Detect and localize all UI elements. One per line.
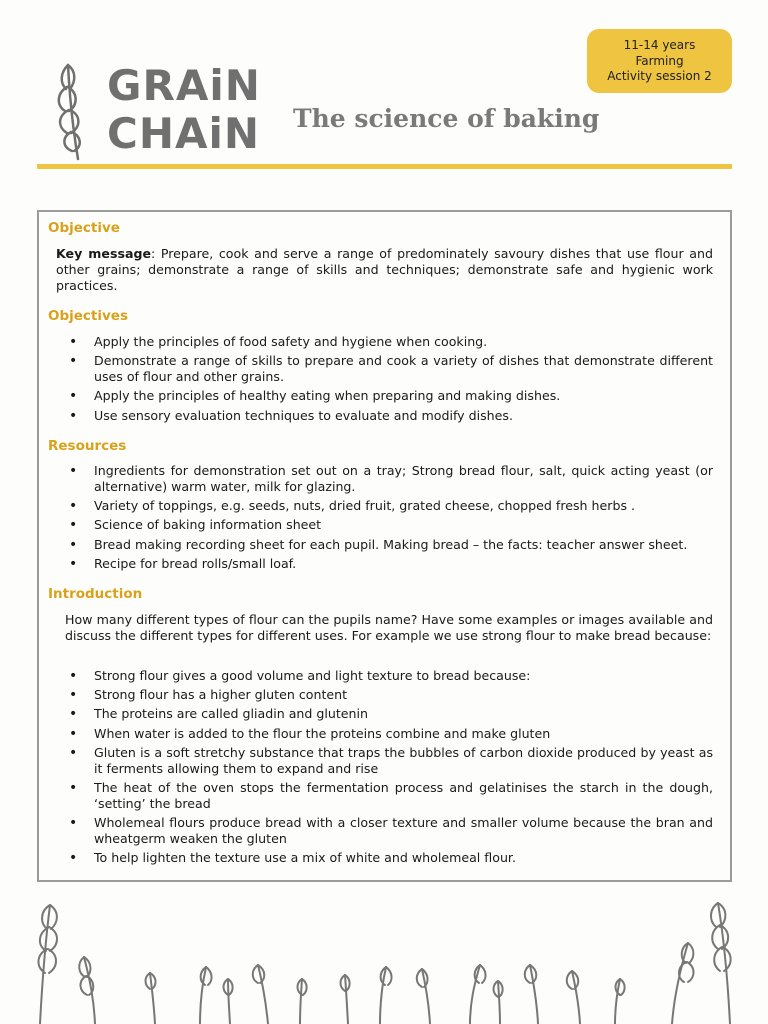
- list-item: • Use sensory evaluation techniques to evaluate and modify dishes.: [69, 408, 713, 424]
- key-message: [56, 246, 713, 294]
- list-item: • Demonstrate a range of skills to prepare and cook a variety of dishes that demonstrate different uses of flour and other grains.: [69, 353, 713, 385]
- list-item: • Science of baking information sheet: [69, 517, 713, 533]
- header-divider: [37, 164, 732, 169]
- list-item: • Bread making recording sheet for each pupil. Making bread – the facts: teacher answer sheet.: [69, 537, 713, 553]
- session-badge: [587, 29, 732, 93]
- list-item: • Strong flour has a higher gluten content: [69, 687, 713, 703]
- list-item: • Gluten is a soft stretchy substance that traps the bubbles of carbon dioxide produced by yeast as it ferments allowing them to expand and rise: [69, 745, 713, 777]
- wheat-border-illustration: [0, 885, 768, 1024]
- resources-heading: Resources: [48, 438, 127, 454]
- list-item: • Ingredients for demonstration set out on a tray; Strong bread flour, salt, quick acting yeast (or alternative) warm water, milk for glazing.: [69, 463, 713, 495]
- brand-wordmark: [107, 62, 261, 158]
- badge-subject: Farming: [635, 53, 684, 68]
- introduction-heading: Introduction: [48, 586, 143, 602]
- brand-line-2: CHAiN: [107, 109, 261, 158]
- objectives-heading: Objectives: [48, 308, 128, 324]
- list-item: • Strong flour gives a good volume and light texture to bread because:: [69, 668, 713, 684]
- resources-list: [69, 463, 713, 575]
- badge-age: 11-14 years: [623, 38, 696, 52]
- introduction-text: How many different types of flour can the pupils name? Have some examples or images available and discuss the different types for different uses. For example we use strong flour to make bread because:: [65, 612, 713, 643]
- introduction-list: [69, 668, 713, 870]
- key-message-text: : Prepare, cook and serve a range of predominately savoury dishes that use flour and other grains; demonstrate a range of skills and techniques; demonstrate safe and hygienic work practices.: [56, 246, 713, 293]
- lesson-plan-box: [37, 210, 732, 882]
- list-item: • To help lighten the texture use a mix of white and wholemeal flour.: [69, 850, 713, 866]
- page-title: The science of baking: [293, 104, 600, 133]
- list-item: • Variety of toppings, e.g. seeds, nuts, dried fruit, grated cheese, chopped fresh herbs .: [69, 498, 713, 514]
- key-message-label: Key message: [56, 246, 151, 261]
- objective-heading: Objective: [48, 220, 120, 236]
- list-item: • When water is added to the flour the proteins combine and make gluten: [69, 726, 713, 742]
- objectives-list: [69, 334, 713, 427]
- list-item: • Apply the principles of healthy eating when preparing and making dishes.: [69, 388, 713, 404]
- badge-session: Activity session 2: [607, 69, 712, 83]
- list-item: • Wholemeal flours produce bread with a closer texture and smaller volume because the bran and wheatgerm weaken the gluten: [69, 815, 713, 847]
- list-item: • Recipe for bread rolls/small loaf.: [69, 556, 713, 572]
- brand-line-1: GRAiN: [107, 61, 261, 110]
- list-item: • The proteins are called gliadin and glutenin: [69, 706, 713, 722]
- list-item: • The heat of the oven stops the fermentation process and gelatinises the starch in the dough, ‘setting’ the bread: [69, 780, 713, 812]
- list-item: • Apply the principles of food safety and hygiene when cooking.: [69, 334, 713, 350]
